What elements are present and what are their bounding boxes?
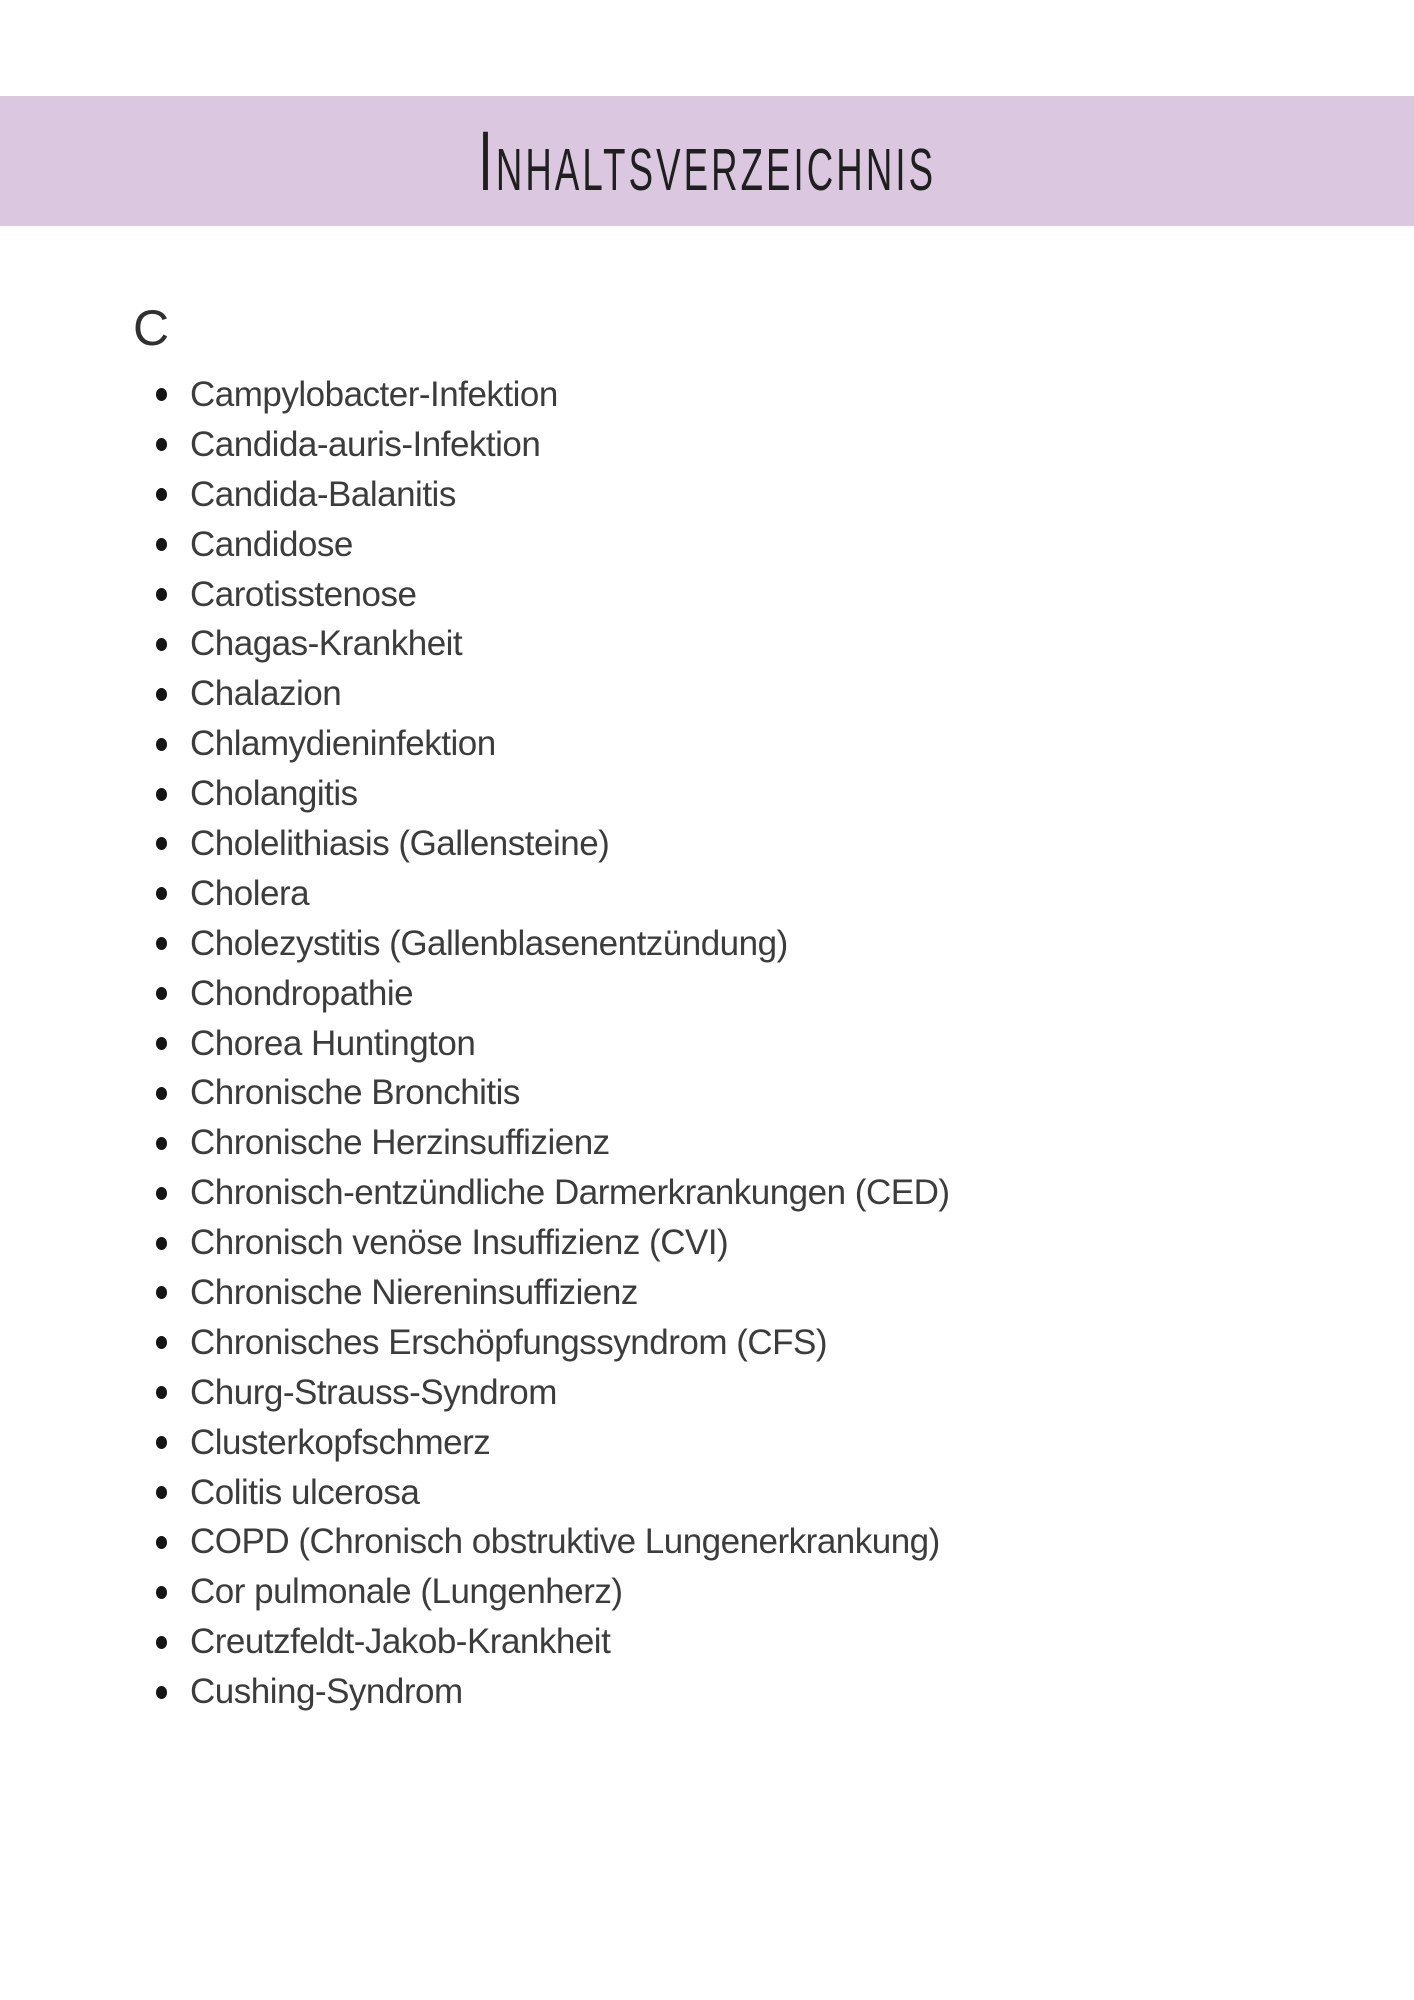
list-item	[156, 1418, 950, 1468]
list-item-label: Chronische Herzinsuffizienz	[190, 1123, 610, 1163]
bullet-icon	[156, 1237, 167, 1250]
list-item-label: Chronische Bronchitis	[190, 1073, 520, 1113]
list-item-label: Cholezystitis (Gallenblasenentzündung)	[190, 923, 788, 963]
list-item	[156, 470, 950, 520]
list-item	[156, 1517, 950, 1567]
list-item	[156, 1068, 950, 1118]
title-band	[0, 96, 1414, 226]
list-item	[156, 1168, 950, 1218]
list-item-label: Carotisstenose	[190, 574, 417, 614]
bullet-icon	[156, 788, 167, 801]
bullet-icon	[156, 1686, 167, 1699]
bullet-icon	[156, 538, 167, 551]
page-title: Inhaltsverzeichnis	[478, 114, 936, 208]
list-item-label: Chlamydieninfektion	[190, 724, 496, 764]
list-item-label: Cushing-Syndrom	[190, 1672, 463, 1712]
bullet-icon	[156, 1286, 167, 1299]
bullet-icon	[156, 1037, 167, 1050]
list-item-label: Candida-Balanitis	[190, 474, 456, 514]
bullet-icon	[156, 388, 167, 401]
list-item-label: Chronisches Erschöpfungssyndrom (CFS)	[190, 1322, 828, 1362]
list-item-label: COPD (Chronisch obstruktive Lungenerkrankung)	[190, 1522, 940, 1562]
bullet-icon	[156, 1436, 167, 1449]
list-item	[156, 1019, 950, 1069]
list-item	[156, 969, 950, 1019]
list-item	[156, 719, 950, 769]
bullet-icon	[156, 488, 167, 501]
section-letter-heading: C	[133, 300, 170, 356]
list-item-label: Chalazion	[190, 674, 342, 714]
bullet-icon	[156, 987, 167, 1000]
bullet-icon	[156, 1187, 167, 1200]
list-item	[156, 1318, 950, 1368]
list-item	[156, 1468, 950, 1518]
list-item	[156, 1567, 950, 1617]
list-item-label: Chagas-Krankheit	[190, 624, 463, 664]
list-item-label: Cor pulmonale (Lungenherz)	[190, 1572, 623, 1612]
list-item-label: Candida-auris-Infektion	[190, 424, 541, 464]
list-item	[156, 570, 950, 620]
bullet-icon	[156, 1486, 167, 1499]
list-item	[156, 619, 950, 669]
bullet-icon	[156, 738, 167, 751]
bullet-icon	[156, 1386, 167, 1399]
bullet-icon	[156, 688, 167, 701]
bullet-icon	[156, 1586, 167, 1599]
list-item-label: Colitis ulcerosa	[190, 1472, 420, 1512]
list-item-label: Cholera	[190, 873, 310, 913]
list-item	[156, 769, 950, 819]
list-item	[156, 1368, 950, 1418]
list-item	[156, 1667, 950, 1717]
list-item-label: Chronisch-entzündliche Darmerkrankungen (CED)	[190, 1173, 950, 1213]
list-item-label: Chondropathie	[190, 973, 414, 1013]
list-item-label: Clusterkopfschmerz	[190, 1422, 491, 1462]
bullet-icon	[156, 837, 167, 850]
list-item	[156, 520, 950, 570]
list-item	[156, 1268, 950, 1318]
list-item	[156, 420, 950, 470]
list-item-label: Creutzfeldt-Jakob-Krankheit	[190, 1622, 611, 1662]
list-item-label: Churg-Strauss-Syndrom	[190, 1372, 557, 1412]
list-item	[156, 1617, 950, 1667]
list-item	[156, 370, 950, 420]
bullet-icon	[156, 1636, 167, 1649]
list-item	[156, 869, 950, 919]
list-item-label: Chronisch venöse Insuffizienz (CVI)	[190, 1223, 729, 1263]
list-item	[156, 919, 950, 969]
bullet-icon	[156, 1536, 167, 1549]
list-item	[156, 669, 950, 719]
list-item-label: Campylobacter-Infektion	[190, 374, 558, 414]
list-item-label: Cholangitis	[190, 774, 358, 814]
toc-list	[156, 370, 950, 1717]
list-item-label: Candidose	[190, 524, 353, 564]
bullet-icon	[156, 588, 167, 601]
list-item	[156, 1118, 950, 1168]
list-item-label: Cholelithiasis (Gallensteine)	[190, 823, 610, 863]
bullet-icon	[156, 937, 167, 950]
bullet-icon	[156, 1137, 167, 1150]
list-item	[156, 819, 950, 869]
list-item-label: Chronische Niereninsuffizienz	[190, 1272, 638, 1312]
bullet-icon	[156, 1087, 167, 1100]
list-item-label: Chorea Huntington	[190, 1023, 476, 1063]
list-item	[156, 1218, 950, 1268]
bullet-icon	[156, 638, 167, 651]
bullet-icon	[156, 438, 167, 451]
bullet-icon	[156, 1336, 167, 1349]
bullet-icon	[156, 887, 167, 900]
